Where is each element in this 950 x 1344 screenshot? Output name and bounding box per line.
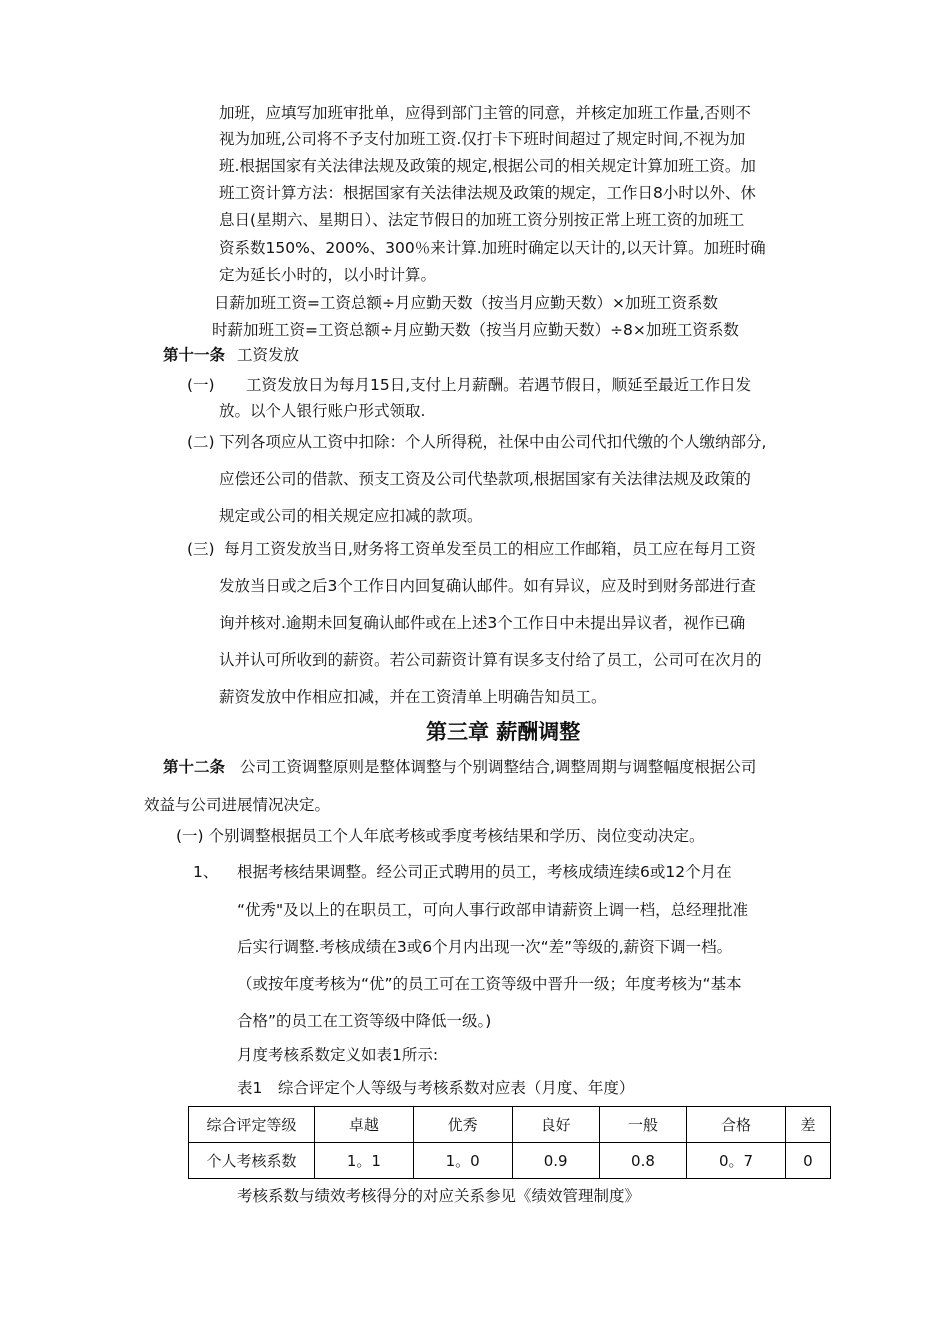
- overtime-line-2: 视为加班,公司将不予支付加班工资.仅打卡下班时间超过了规定时间,不视为加: [219, 130, 746, 148]
- formula-hour: 时薪加班工资=工资总额÷月应勤天数（按当月应勤天数）÷8×加班工资系数: [212, 321, 739, 339]
- item1-line-2: 放。以个人银行账户形式领取.: [219, 402, 426, 420]
- table-cell: 0。7: [687, 1143, 786, 1179]
- table-cell: 个人考核系数: [189, 1143, 315, 1179]
- article12-line-1: 公司工资调整原则是整体调整与个别调整结合,调整周期与调整幅度根据公司: [240, 758, 757, 776]
- item3-marker: (三): [187, 540, 215, 558]
- article12-heading: 第十二条: [163, 758, 226, 776]
- overtime-line-6: 资系数150%、200%、300％来计算.加班时确定以天计的,以天计算。加班时确: [219, 239, 766, 257]
- point1-line-4: （或按年度考核为“优”的员工可在工资等级中晋升一级；年度考核为“基本: [237, 975, 742, 993]
- item3-line-5: 薪资发放中作相应扣减，并在工资清单上明确告知员工。: [219, 688, 607, 706]
- item1-line-1: 工资发放日为每月15日,支付上月薪酬。若遇节假日，顺延至最近工作日发: [246, 376, 752, 394]
- overtime-line-5: 息日(星期六、星期日）、法定节假日的加班工资分别按正常上班工资的加班工: [219, 211, 745, 229]
- table-cell: 0.8: [599, 1143, 686, 1179]
- point1-line-1: 根据考核结果调整。经公司正式聘用的员工，考核成绩连续6或12个月在: [237, 863, 732, 881]
- point1-line-3: 后实行调整.考核成绩在3或6个月内出现一次“差”等级的,薪资下调一档。: [237, 938, 733, 956]
- overtime-line-1: 加班，应填写加班审批单，应得到部门主管的同意，并核定加班工作量,否则不: [219, 104, 751, 122]
- article11-title: 工资发放: [237, 346, 300, 364]
- table-cell: 卓越: [315, 1107, 414, 1143]
- table-cell: 1。1: [315, 1143, 414, 1179]
- chapter-title: 第三章 薪酬调整: [426, 720, 581, 744]
- table-cell: 0: [785, 1143, 830, 1179]
- item3-line-2: 发放当日或之后3个工作日内回复确认邮件。如有异议，应及时到财务部进行查: [219, 577, 756, 595]
- point1-line-6: 月度考核系数定义如表1所示:: [237, 1046, 439, 1064]
- overtime-line-3: 班.根据国家有关法律法规及政策的规定,根据公司的相关规定计算加班工资。加: [219, 157, 756, 175]
- point1-marker: 1、: [193, 863, 219, 881]
- table-header-row: [189, 1107, 831, 1143]
- grade-coefficient-table: [188, 1106, 831, 1179]
- table-cell: 优秀: [413, 1107, 512, 1143]
- article12-line-2: 效益与公司进展情况决定。: [144, 796, 331, 814]
- item2-marker: (二): [187, 433, 215, 451]
- point1-line-5: 合格”的员工在工资等级中降低一级。): [237, 1012, 492, 1030]
- item2-line-1: 下列各项应从工资中扣除：个人所得税，社保中由公司代扣代缴的个人缴纳部分,: [219, 433, 767, 451]
- point1-line-2: “优秀"及以上的在职员工，可向人事行政部申请薪资上调一档，总经理批准: [237, 901, 749, 919]
- item3-line-1: 每月工资发放当日,财务将工资单发至员工的相应工作邮箱，员工应在每月工资: [224, 540, 756, 558]
- table-caption: 表1 综合评定个人等级与考核系数对应表（月度、年度）: [237, 1079, 635, 1097]
- table-cell: 合格: [687, 1107, 786, 1143]
- item3-line-3: 询并核对.逾期未回复确认邮件或在上述3个工作日中未提出异议者，视作已确: [219, 614, 746, 632]
- table-row: [189, 1143, 831, 1179]
- overtime-line-7: 定为延长小时的，以小时计算。: [219, 266, 437, 284]
- table-cell: 一般: [599, 1107, 686, 1143]
- table-cell: 差: [785, 1107, 830, 1143]
- item1-marker: (一): [187, 376, 215, 394]
- item2-line-3: 规定或公司的相关规定应扣减的款项。: [219, 507, 483, 525]
- article12-sub1: (一) 个别调整根据员工个人年底考核或季度考核结果和学历、岗位变动决定。: [176, 827, 705, 845]
- table-cell: 综合评定等级: [189, 1107, 315, 1143]
- table-cell: 1。0: [413, 1143, 512, 1179]
- formula-day: 日薪加班工资=工资总额÷月应勤天数（按当月应勤天数）×加班工资系数: [214, 294, 718, 312]
- table-cell: 良好: [512, 1107, 599, 1143]
- table-note: 考核系数与绩效考核得分的对应关系参见《绩效管理制度》: [237, 1187, 641, 1205]
- overtime-line-4: 班工资计算方法：根据国家有关法律法规及政策的规定，工作日8小时以外、休: [219, 184, 756, 202]
- item3-line-4: 认并认可所收到的薪资。若公司薪资计算有误多支付给了员工，公司可在次月的: [219, 651, 762, 669]
- table-cell: 0.9: [512, 1143, 599, 1179]
- item2-line-2: 应偿还公司的借款、预支工资及公司代垫款项,根据国家有关法律法规及政策的: [219, 470, 751, 488]
- article11-heading: 第十一条: [163, 346, 226, 364]
